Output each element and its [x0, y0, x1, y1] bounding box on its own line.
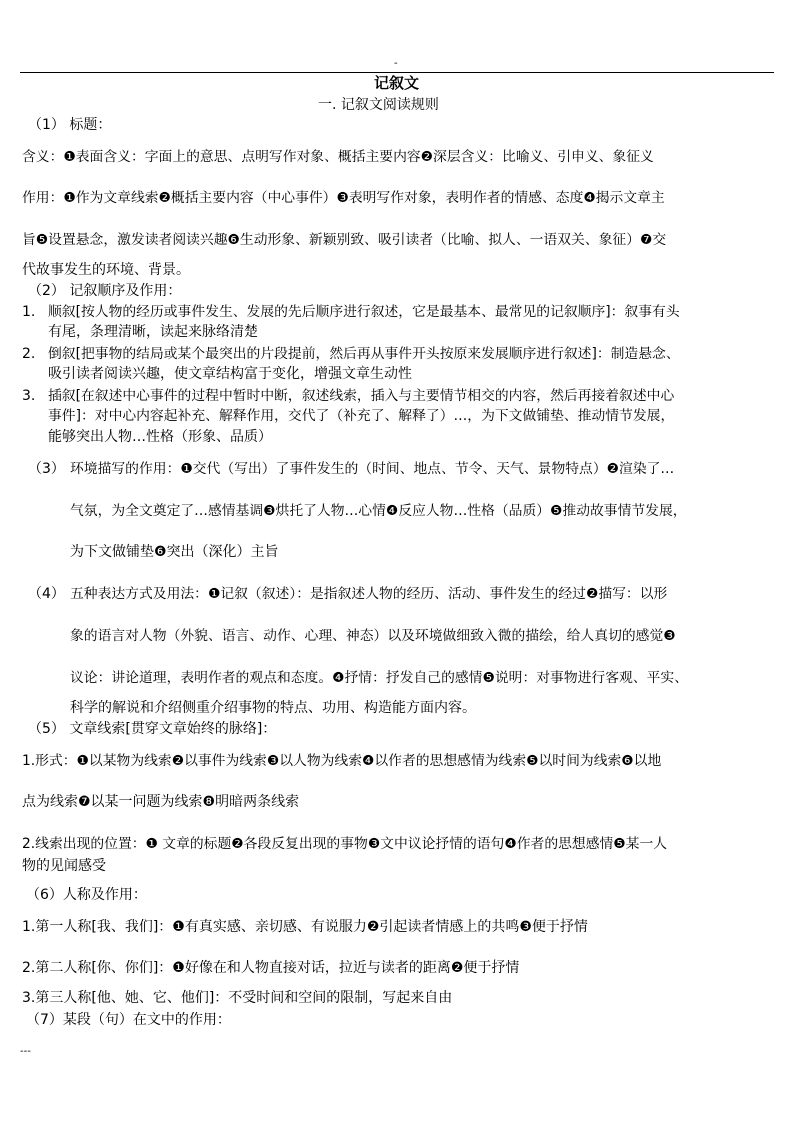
s6-person-1: 1.第一人称[我、我们]：❶有真实感、亲切感、有说服力❷引起读者情感上的共鸣❸便于抒情 — [22, 919, 588, 935]
s2-item-1-line1: 顺叙[按人物的经历或事件发生、发展的先后顺序进行叙述，它是最基本、最常见的记叙顺序]：叙事有头 — [48, 304, 680, 320]
s4-line1: 五种表达方式及用法：❶记叙（叙述）：是指叙述人物的经历、活动、事件发生的经过❷描写：以形 — [70, 586, 668, 602]
s5-position-line1: 2.线索出现的位置：❶ 文章的标题❷各段反复出现的事物❸文中议论抒情的语句❹作者的思想感情❺某一人 — [22, 836, 668, 852]
s5-form-line1: 1.形式：❶以某物为线索❷以事件为线索❸以人物为线索❹以作者的思想感情为线索❺以时间为线索❻以地 — [22, 753, 662, 769]
s3-line3: 为下文做铺垫❻突出（深化）主旨 — [70, 544, 279, 560]
s2-item-3-line2: 事件]：对中心内容起补充、解释作用，交代了（补充了、解释了）…，为下文做铺垫、推动情节发展， — [48, 408, 675, 424]
s2-item-2-num: 2. — [22, 346, 36, 362]
s1-function-line3: 代故事发生的环境、背景。 — [22, 262, 190, 278]
s2-item-3-line3: 能够突出人物…性格（形象、品质） — [48, 429, 272, 445]
footer-mark: --- — [20, 1046, 31, 1057]
s3-num: （3） — [28, 461, 65, 477]
s5-position-line2: 物的见闻感受 — [22, 858, 106, 874]
s2-item-3-line1: 插叙[在叙述中心事件的过程中暂时中断，叙述线索，插入与主要情节相交的内容，然后再接着叙述中心 — [48, 388, 675, 404]
s1-function-line2: 旨❺设置悬念，激发读者阅读兴趣❻生动形象、新颖别致、吸引读者（比喻、拟人、一语双关、象征）❼交 — [22, 232, 667, 248]
s1-function-line1: 作用：❶作为文章线索❷概括主要内容（中心事件）❸表明写作对象，表明作者的情感、态度❹揭示文章主 — [22, 190, 665, 206]
page-title: 记叙文 — [374, 74, 420, 92]
s4-num: （4） — [28, 586, 65, 602]
s3-line1: 环境描写的作用：❶交代（写出）了事件发生的（时间、地点、节令、天气、景物特点）❷渲染了… — [70, 461, 675, 477]
s2-heading: （2） 记叙顺序及作用： — [28, 283, 182, 299]
s6-heading: （6）人称及作用： — [26, 887, 147, 903]
s4-line4: 科学的解说和介绍侧重介绍事物的特点、功用、构造能方面内容。 — [70, 700, 476, 716]
s2-item-2-line1: 倒叙[把事物的结局或某个最突出的片段提前，然后再从事件开头按原来发展顺序进行叙述]：制造悬念、 — [48, 346, 680, 362]
s3-line2: 气氛，为全文奠定了…感情基调❸烘托了人物…心情❹反应人物…性格（品质）❺推动故事情节发展， — [70, 503, 687, 519]
s4-line2: 象的语言对人物（外貌、语言、动作、心理、神态）以及环境做细致入微的描绘，给人真切的感觉❸ — [70, 628, 676, 644]
s2-item-2-line2: 吸引读者阅读兴趣，使文章结构富于变化，增强文章生动性 — [48, 366, 412, 382]
s4-line3: 议论：讲论道理，表明作者的观点和态度。❹抒情：抒发自己的感情❺说明：对事物进行客观、平实、 — [70, 670, 689, 686]
s5-heading: （5） 文章线索[贯穿文章始终的脉络]： — [28, 721, 277, 737]
s5-form-line2: 点为线索❼以某一问题为线索❽明暗两条线索 — [22, 794, 300, 810]
s7-heading: （7）某段（句）在文中的作用： — [26, 1012, 231, 1028]
s6-person-2: 2.第二人称[你、你们]：❶好像在和人物直接对话，拉近与读者的距离❷便于抒情 — [22, 960, 520, 976]
section-heading: 一. 记叙文阅读规则 — [318, 97, 439, 113]
s6-person-3: 3.第三人称[他、她、它、他们]：不受时间和空间的限制，写起来自由 — [22, 990, 453, 1006]
s1-meaning: 含义：❶表面含义：字面上的意思、点明写作对象、概括主要内容❷深层含义：比喻义、引申义、象征义 — [22, 149, 654, 165]
header-mark: - — [394, 58, 398, 69]
s2-item-1-num: 1. — [22, 304, 36, 320]
s2-item-1-line2: 有尾，条理清晰，读起来脉络清楚 — [48, 324, 258, 340]
s1-heading: （1） 标题： — [28, 117, 112, 133]
s2-item-3-num: 3. — [22, 388, 36, 404]
